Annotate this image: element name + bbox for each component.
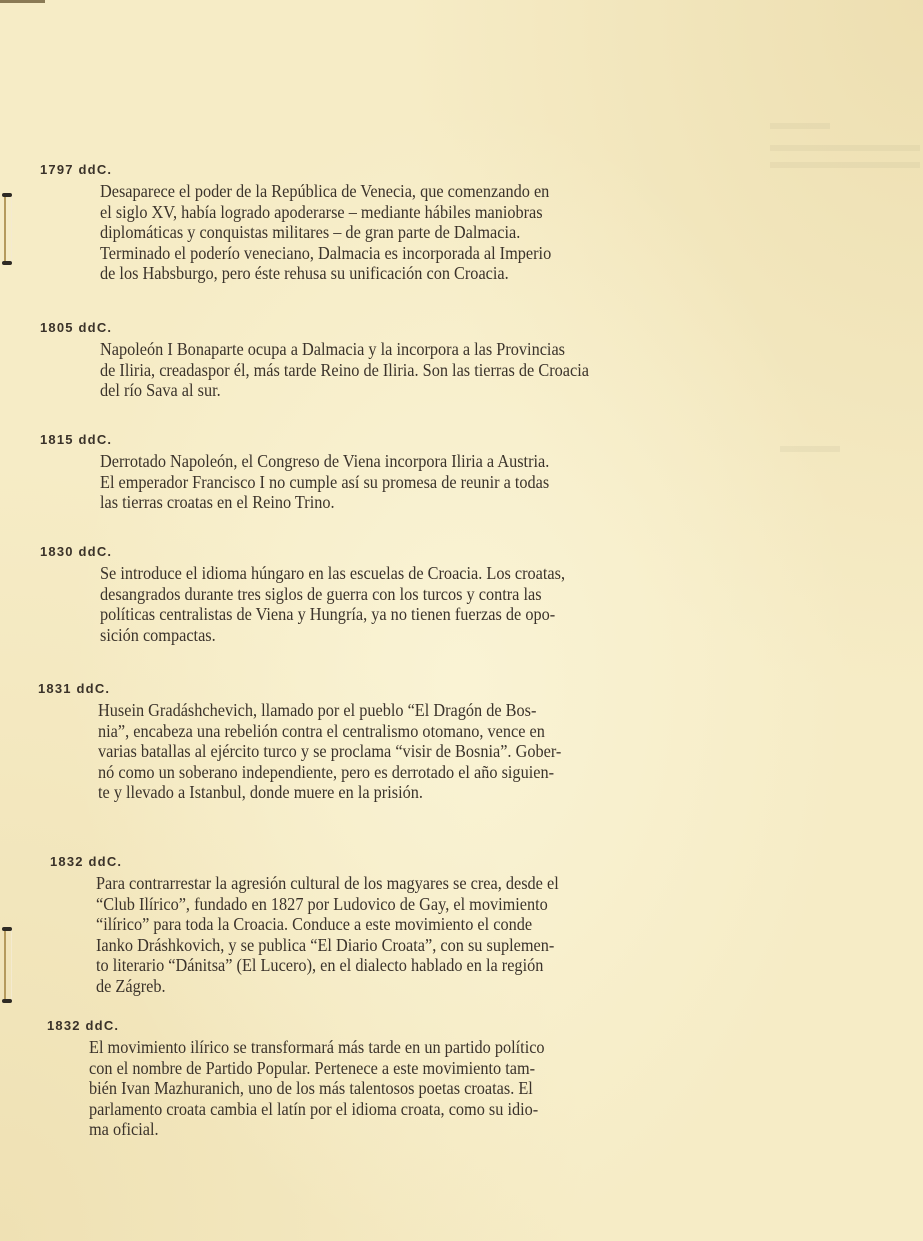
text-line: de los Habsburgo, pero éste rehusa su unificación con Croacia.: [100, 263, 509, 284]
text-line: Se introduce el idioma húngaro en las escuelas de Croacia. Los croatas,: [100, 563, 566, 583]
text-line: El emperador Francisco I no cumple así su promesa de reunir a todas: [100, 471, 550, 492]
text-line: parlamento croata cambia el latín por el idioma croata, como su idio-: [89, 1098, 539, 1119]
entry-text: [96, 873, 559, 997]
text-line: Husein Gradáshchevich, llamado por el pueblo “El Dragón de Bos-: [98, 700, 537, 720]
text-line: diplomáticas y conquistas militares – de gran parte de Dalmacia.: [100, 222, 521, 243]
text-line: Ianko Dráshkovich, y se publica “El Diario Croata”, con su suplemen-: [96, 934, 555, 955]
text-line: las tierras croatas en el Reino Trino.: [100, 492, 335, 513]
text-line: varias batallas al ejército turco y se proclama “visir de Bosnia”. Gober-: [98, 741, 562, 762]
page-edge-shadow: [0, 0, 45, 3]
text-line: “Club Ilírico”, fundado en 1827 por Ludovico de Gay, el movimiento: [96, 893, 548, 914]
text-line: nia”, encabeza una rebelión contra el centralismo otomano, vence en: [98, 720, 545, 741]
timeline-entry: [40, 432, 583, 513]
entry-year: 1805 ddC.: [40, 320, 113, 335]
entry-year: 1832 ddC.: [47, 1018, 120, 1033]
text-line: ma oficial.: [89, 1119, 159, 1140]
entry-year: 1797 ddC.: [40, 162, 113, 177]
show-through-mark: [770, 145, 920, 151]
entry-text: [98, 700, 561, 803]
text-line: Napoleón I Bonaparte ocupa a Dalmacia y la incorpora a las Provincias: [100, 339, 566, 359]
timeline-entry: [40, 544, 600, 645]
text-line: to literario “Dánitsa” (El Lucero), en el dialecto hablado en la región: [96, 955, 544, 976]
timeline-entry: [50, 854, 594, 997]
text-line: te y llevado a Istanbul, donde muere en la prisión.: [98, 782, 423, 803]
text-line: Para contrarrestar la agresión cultural de los magyares se crea, desde el: [96, 873, 559, 893]
text-line: de Iliria, creadaspor él, más tarde Reino de Iliria. Son las tierras de Croacia: [100, 359, 589, 380]
show-through-mark: [770, 123, 830, 129]
text-line: Derrotado Napoleón, el Congreso de Viena incorpora Iliria a Austria.: [100, 451, 550, 471]
text-line: políticas centralistas de Viena y Hungría, ya no tienen fuerzas de opo-: [100, 604, 556, 625]
text-line: Desaparece el poder de la República de Venecia, que comenzando en: [100, 181, 550, 201]
text-line: sición compactas.: [100, 624, 216, 645]
entry-text: [100, 563, 565, 645]
text-line: con el nombre de Partido Popular. Pertenece a este movimiento tam-: [89, 1057, 536, 1078]
text-line: nó como un soberano independiente, pero es derrotado el año siguien-: [98, 761, 555, 782]
text-line: desangrados durante tres siglos de guerra con los turcos y contra las: [100, 583, 542, 604]
text-line: El movimiento ilírico se transformará más tarde en un partido político: [89, 1037, 545, 1057]
entry-year: 1831 ddC.: [38, 681, 111, 696]
staple-icon: [4, 930, 12, 1000]
entry-text: [100, 339, 589, 401]
entry-text: [100, 451, 549, 513]
text-line: bién Ivan Mazhuranich, uno de los más talentosos poetas croatas. El: [89, 1078, 533, 1099]
text-line: “ilírico” para toda la Croacia. Conduce a este movimiento el conde: [96, 914, 533, 935]
entry-year: 1830 ddC.: [40, 544, 113, 559]
text-line: de Zágreb.: [96, 975, 166, 996]
text-line: Terminado el poderío veneciano, Dalmacia es incorporada al Imperio: [100, 242, 552, 263]
show-through-mark: [770, 162, 920, 168]
entry-year: 1815 ddC.: [40, 432, 113, 447]
entry-text: [100, 181, 551, 284]
entry-text: [89, 1037, 545, 1140]
entry-year: 1832 ddC.: [50, 854, 123, 869]
timeline-entry: [40, 162, 585, 284]
text-line: el siglo XV, había logrado apoderarse – mediante hábiles maniobras: [100, 201, 543, 222]
timeline-entry: [47, 1018, 579, 1140]
show-through-mark: [780, 446, 840, 452]
timeline-entry: [40, 320, 626, 401]
staple-icon: [4, 196, 12, 262]
text-line: del río Sava al sur.: [100, 380, 221, 401]
timeline-entry: [38, 681, 596, 803]
